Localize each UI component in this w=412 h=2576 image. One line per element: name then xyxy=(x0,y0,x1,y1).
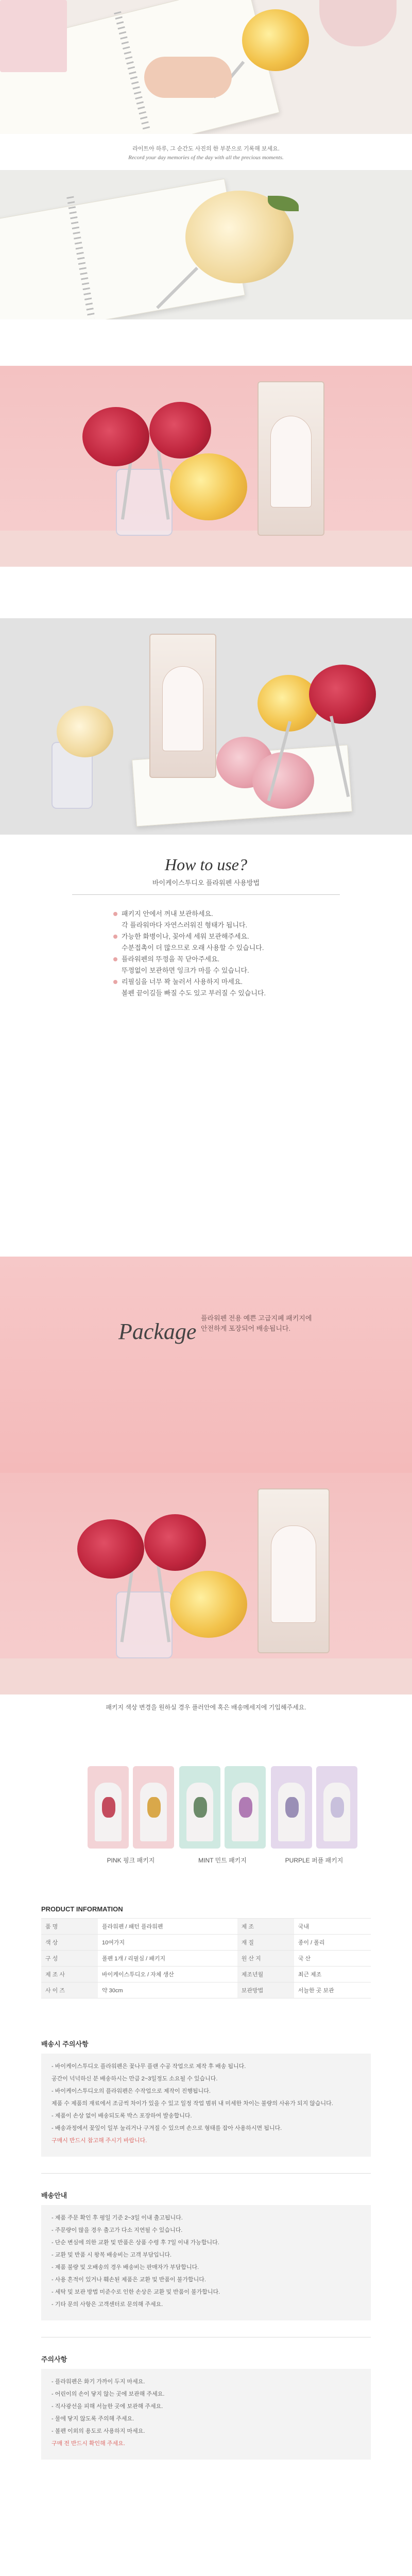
table-row xyxy=(41,1919,371,1935)
package-box-image xyxy=(149,634,216,778)
table-key: 제 조 사 xyxy=(41,1967,98,1982)
notice-warning: 구매시 반드시 참고해 주시기 바랍니다. xyxy=(52,2138,147,2144)
notice-line: - 배송과정에서 꽃잎이 일부 눌리거나 구겨질 수 있으며 손으로 형태를 잡아 사용하시면 됩니다. xyxy=(52,2125,282,2131)
notice-line: - 직사광선을 피해 서늘한 곳에 보관해 주세요. xyxy=(52,2403,163,2410)
notice-line: - 단순 변심에 의한 교환 및 반품은 상품 수령 후 7일 이내 가능합니다. xyxy=(52,2240,219,2246)
red-rose-image xyxy=(82,407,149,466)
package-box-image xyxy=(258,1488,330,1653)
package-desc-line: 플라워펜 전용 예쁜 고급지폐 패키지에 xyxy=(201,1314,312,1322)
package-desc-line: 안전하게 포장되어 배송됩니다. xyxy=(201,1325,291,1332)
variant-flower xyxy=(194,1797,207,1818)
notice-line: - 제품이 손상 없이 배송되도록 박스 포장하여 발송합니다. xyxy=(52,2113,192,2119)
spacer xyxy=(0,1720,412,1751)
table-key: 원 산 지 xyxy=(237,1951,294,1967)
notice-line: - 볼펜 이외의 용도로 사용하지 마세요. xyxy=(52,2428,145,2434)
table-key: 제 조 xyxy=(237,1919,294,1935)
package-box-image xyxy=(258,381,324,536)
table-value: 최근 제조 xyxy=(294,1967,371,1982)
notice-box xyxy=(41,2369,371,2460)
package-section xyxy=(0,1257,412,1473)
spacer xyxy=(0,319,412,366)
how-to-use-title: How to use? xyxy=(165,855,247,874)
how-to-use-section xyxy=(0,835,412,1014)
list-item: 가능한 화병이나, 꽂아세 세워 보관해주세요. xyxy=(113,931,299,942)
list-item: 뚜껑없이 보관하면 잉크가 마를 수 있습니다. xyxy=(122,967,249,974)
caption-block-1 xyxy=(0,134,412,170)
table-value: 서늘한 곳 보관 xyxy=(294,1982,371,1998)
table-key: 색 상 xyxy=(41,1935,98,1951)
variant-purple-2 xyxy=(285,1766,357,1864)
caption-english: Record your day memories of the day with all the precious moments. xyxy=(128,155,284,161)
variant-label: PINK 핑크 패키지 xyxy=(107,1857,155,1864)
table-key: 재 질 xyxy=(237,1935,294,1951)
photo-writing-notebook xyxy=(0,0,412,134)
list-item: 패키지 안에서 꺼내 보관하세요. xyxy=(113,908,299,920)
table-value: 폴펜 1개 / 리필심 / 패키지 xyxy=(98,1951,237,1967)
yellow-rose-image xyxy=(170,453,247,520)
table-value: 종이 / 폴리 xyxy=(294,1935,371,1951)
variant-pink xyxy=(88,1766,129,1849)
pink-rose-image xyxy=(252,752,314,809)
table-row xyxy=(41,1982,371,1998)
product-info-heading: PRODUCT INFORMATION xyxy=(41,1905,123,1913)
variant-purple xyxy=(271,1766,312,1849)
table-surface xyxy=(0,531,412,567)
notice-warning: 구매 전 반드시 확인해 주세요. xyxy=(52,2441,125,2447)
red-rose-image xyxy=(149,402,211,459)
package-variants xyxy=(0,1751,412,1895)
spacer xyxy=(0,2469,412,2500)
package-title: Package xyxy=(118,1319,197,1344)
product-info-table xyxy=(41,1918,371,1998)
section-heading: 주의사항 xyxy=(41,2355,67,2363)
how-to-use-list xyxy=(113,908,299,999)
variant-label: PURPLE 퍼플 패키지 xyxy=(285,1857,344,1864)
shipping-info-section xyxy=(0,2181,412,2330)
frame-image xyxy=(319,0,397,46)
notice-box xyxy=(41,2205,371,2320)
notice-line: - 주문량이 많을 경우 출고가 다소 지연될 수 있습니다. xyxy=(52,2227,183,2233)
notice-line: - 세탁 및 보관 방법 미준수로 인한 손상은 교환 및 반품이 불가합니다. xyxy=(52,2289,220,2295)
photo-package-vase-pink xyxy=(0,1473,412,1694)
variant-flower xyxy=(147,1797,161,1818)
notice-line: - 플라워펜은 화기 가까이 두지 마세요. xyxy=(52,2379,145,2385)
variant-flower xyxy=(239,1797,252,1818)
red-rose-image xyxy=(144,1514,206,1571)
notice-line: - 물에 닿지 않도록 주의해 주세요. xyxy=(52,2416,134,2422)
table-value: 국 산 xyxy=(294,1951,371,1967)
variant-mint-2 xyxy=(198,1766,266,1864)
list-item: 볼펜 끝이길들 빠질 수도 있고 부러질 수 있습니다. xyxy=(122,989,266,997)
cream-rose-image xyxy=(57,706,113,757)
variant-label: MINT 민트 패키지 xyxy=(198,1857,247,1864)
photo-package-notebook-grey xyxy=(0,618,412,835)
table-key: 제조년월 xyxy=(237,1967,294,1982)
table-value: 10여가지 xyxy=(98,1935,237,1951)
table-key: 보관방법 xyxy=(237,1982,294,1998)
notice-line: - 어린이의 손이 닿지 않는 곳에 보관해 주세요. xyxy=(52,2391,165,2397)
product-information xyxy=(0,1895,412,2009)
notice-line: - 제품 불량 및 오배송의 경우 배송비는 판매자가 부담합니다. xyxy=(52,2264,199,2270)
notice-line: - 사용 흔적이 있거나 훼손된 제품은 교환 및 반품이 불가합니다. xyxy=(52,2277,206,2283)
table-row xyxy=(41,1951,371,1967)
notice-line: - 바이케이스투디오 플라워펜은 꽃나무 플랜 수공 작업으로 제작 후 배송 됩니다. xyxy=(52,2063,246,2070)
variant-pink-2 xyxy=(107,1766,174,1864)
variant-flower xyxy=(285,1797,299,1818)
variant-flower xyxy=(331,1797,344,1818)
variant-mint xyxy=(179,1766,220,1849)
notice-line: - 교환 및 반품 시 왕복 배송비는 고객 부담입니다. xyxy=(52,2252,172,2258)
spacer xyxy=(0,1014,412,1257)
list-item: 리필심을 너무 꽉 눌러서 사용하지 마세요. xyxy=(113,976,299,988)
table-key: 품 명 xyxy=(41,1919,98,1935)
table-key: 사 이 즈 xyxy=(41,1982,98,1998)
notice-line: - 제품 주문 확인 후 평일 기준 2~3일 이내 출고됩니다. xyxy=(52,2215,183,2221)
notice-box xyxy=(41,2054,371,2157)
section-heading: 배송시 주의사항 xyxy=(41,2040,89,2048)
table-surface xyxy=(0,1658,412,1694)
spacer xyxy=(0,2009,412,2029)
red-rose-image xyxy=(77,1519,144,1579)
list-item: 각 플라워마다 자연스러워진 형태가 됩니다. xyxy=(122,921,248,929)
divider-line xyxy=(72,894,340,895)
list-item: 플라워펜의 뚜껑을 꼭 닫아주세요. xyxy=(113,954,299,965)
notice-line: - 바이케이스투디오의 플라워펜은 수작업으로 제작이 진행됩니다. xyxy=(52,2088,211,2094)
yellow-rose-image xyxy=(170,1571,247,1638)
photo-cream-rose-closeup xyxy=(0,170,412,319)
package-color-note: 패키지 색상 변경을 원하실 경우 플러안에 혹은 배송메세지에 기입해주세요. xyxy=(106,1704,306,1711)
notice-line: 제품 수 제품의 재료에서 조금씩 차이가 있을 수 있고 일정 작업 범위 내 미세한 차이는 불량의 사유가 되지 않습니다. xyxy=(52,2100,333,2107)
how-to-use-subtitle: 바이케이스투디오 플라워펜 사용방법 xyxy=(152,879,260,887)
table-row xyxy=(41,1935,371,1951)
shipping-caution-section xyxy=(0,2029,412,2166)
list-item: 수분접촉이 더 많으므로 오래 사용할 수 있습니다. xyxy=(122,944,264,952)
notice-line: - 기타 문의 사항은 고객센터로 문의해 주세요. xyxy=(52,2301,163,2308)
table-value: 국내 xyxy=(294,1919,371,1935)
section-heading: 배송안내 xyxy=(41,2192,67,2199)
table-key: 구 성 xyxy=(41,1951,98,1967)
photo-vase-package-pink xyxy=(0,366,412,567)
variant-flower xyxy=(102,1797,115,1818)
pink-card-image xyxy=(0,0,67,72)
caption-korean: 라이트아 하루, 그 순간도 사진의 한 부분으로 기록해 보세요. xyxy=(132,146,280,152)
package-description xyxy=(201,1313,312,1334)
table-row xyxy=(41,1967,371,1982)
yellow-rose-image xyxy=(242,9,309,71)
table-value: 약 30cm xyxy=(98,1982,237,1998)
divider-line xyxy=(41,2173,371,2174)
notice-line: 공간이 넉넉하신 분 배송하시는 만큼 2~3일정도 소요될 수 있습니다. xyxy=(52,2076,218,2082)
spacer xyxy=(0,567,412,618)
hand-image xyxy=(144,57,232,98)
red-rose-image xyxy=(309,665,376,724)
table-value: 플라워펜 / 패턴 플라워펜 xyxy=(98,1919,237,1935)
table-value: 바이케이스투디오 / 자체 생산 xyxy=(98,1967,237,1982)
caution-section xyxy=(0,2345,412,2469)
